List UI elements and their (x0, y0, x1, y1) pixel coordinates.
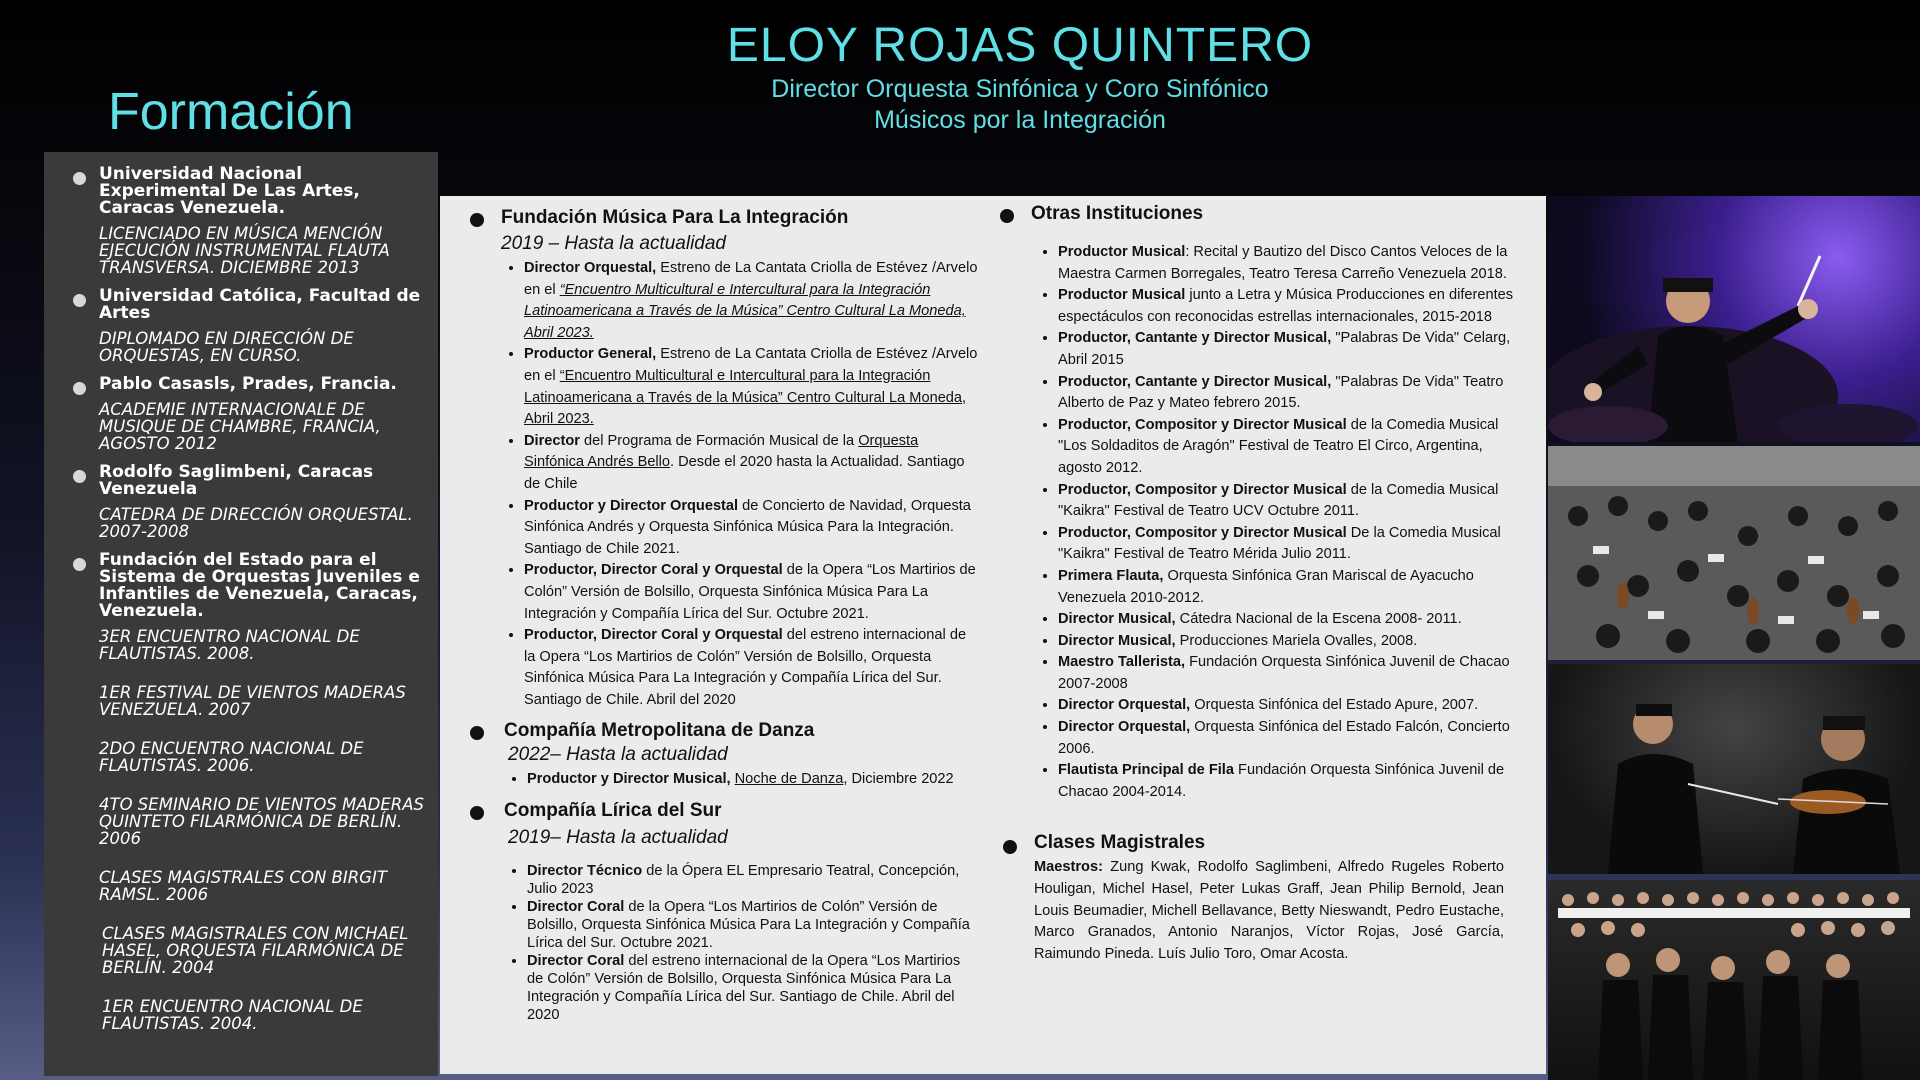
education-institution: Rodolfo Saglimbeni, Caracas Venezuela (99, 462, 374, 499)
list-item: • Primera Flauta, Orquesta Sinfónica Gran Mariscal de Ayacucho Venezuela 2010-2012. (1058, 566, 1514, 609)
education-item (56, 464, 426, 540)
education-institution: Universidad Católica, Facultad de Artes (99, 286, 421, 323)
bullet-icon (73, 172, 86, 185)
education-extra: 1ER FESTIVAL DE VIENTOS MADERAS VENEZUELA. 2007 (99, 683, 406, 719)
list-item: • Productor General, Estreno de La Cantata Criolla de Estévez /Arvelo en el “Encuentro Multicultural e Intercultural para la Integración Latinoamericana a Través de la Música” Centro Cultural La Moneda, Abril 2023. (524, 344, 980, 430)
section-otras-instituciones (984, 202, 1546, 803)
formacion-title: Formación (108, 83, 354, 141)
section-list (454, 769, 980, 791)
education-extra: 4TO SEMINARIO DE VIENTOS MADERAS QUINTETO FILARMÓNICA DE BERLÍN. 2006 (99, 795, 424, 848)
bullet-icon (73, 382, 86, 395)
section-period: 2019– Hasta la actualidad (508, 827, 728, 849)
education-description: 3ER ENCUENTRO NACIONAL DE FLAUTISTAS. 2008. (99, 627, 360, 663)
education-institution: Pablo Casasls, Prades, Francia. (99, 374, 397, 394)
list-item: • Director Orquestal, Estreno de La Cantata Criolla de Estévez /Arvelo en el “Encuentro Multicultural e Intercultural para la Integración Latinoamericana a Través de la Música” Centro Cultural La Moneda, Abril 2023. (524, 258, 980, 344)
list-item: • Director Orquestal, Orquesta Sinfónica del Estado Falcón, Concierto 2006. (1058, 717, 1514, 760)
bullet-icon (1000, 209, 1014, 223)
list-item: • Director Musical, Producciones Mariela Ovalles, 2008. (1058, 631, 1514, 653)
education-description: LICENCIADO EN MÚSICA MENCIÓN EJECUCIÓN INSTRUMENTAL FLAUTA TRANSVERSA. DICIEMBRE 2013 (99, 224, 390, 277)
education-description: ACADEMIE INTERNACIONALE DE MUSIQUE DE CHAMBRE, FRANCIA, AGOSTO 2012 (99, 400, 381, 453)
education-institution: Universidad Nacional Experimental De Las Artes, Caracas Venezuela. (99, 164, 360, 218)
list-item: • Productor, Director Coral y Orquestal de la Opera “Los Martirios de Colón” Versión de Bolsillo, Orquesta Sinfónica Música Para La Integración y Compañía Lírica del Sur. Octubre 2021. (524, 560, 980, 625)
subtitle-1: Director Orquesta Sinfónica y Coro Sinfónico (771, 75, 1269, 103)
maestros-list: Zung Kwak, Rodolfo Saglimbeni, Alfredo Rugeles Roberto Houligan, Michel Hasel, Peter Lukas Graff, Jean Philip Bernold, Jean Louis Beumadier, Michell Bellavance, Betty Nieswandt, Pedro Eustache, Marco Granados, Antonio Naranjos, Víctor Rojas, José García, Raimundo Pineda. Luís Julio Toro, Omar Acosta. (1034, 859, 1504, 962)
section-title: Otras Instituciones (1031, 203, 1204, 224)
list-item: • Productor, Compositor y Director Musical De la Comedia Musical "Kaikra" Festival de Teatro Mérida Julio 2011. (1058, 523, 1514, 566)
list-item: • Productor Musical junto a Letra y Música Producciones en diferentes espectáculos con reconocidas estrellas internacionales, 2015-2018 (1058, 285, 1514, 328)
photo-orchestra (1548, 446, 1920, 660)
list-item: • Director Coral de la Opera “Los Martirios de Colón” Versión de Bolsillo, Orquesta Sinfónica Música Para La Integración y Compañía Lírica del Sur. Octubre 2021. (527, 898, 980, 952)
section-compania-danza (454, 719, 980, 791)
list-item: • Productor, Director Coral y Orquestal del estreno internacional de la Opera “Los Martirios de Colón” Versión de Bolsillo, Orquesta Sinfónica Música Para La Integración y Compañía Lírica del Sur. Santiago de Chile. Abril del 2020 (524, 625, 980, 711)
formacion-panel (44, 152, 438, 1076)
experience-column-left (440, 196, 980, 1032)
list-item: • Maestro Tallerista, Fundación Orquesta Sinfónica Juvenil de Chacao 2007-2008 (1058, 652, 1514, 695)
education-institution: Fundación del Estado para el Sistema de Orquestas Juveniles e Infantiles de Venezuela, Caracas, Venezuela. (99, 550, 420, 621)
photo-choir (1548, 880, 1920, 1080)
section-list (454, 258, 980, 711)
list-item: • Flautista Principal de Fila Fundación Orquesta Sinfónica Juvenil de Chacao 2004-2014. (1058, 760, 1514, 803)
photo-conductor (1548, 196, 1920, 442)
list-item: • Productor, Compositor y Director Musical de la Comedia Musical "Los Soldaditos de Aragón" Festival de Teatro El Circo, Argentina, agosto 2012. (1058, 415, 1514, 480)
section-list (984, 242, 1514, 803)
education-description: CATEDRA DE DIRECCIÓN ORQUESTAL. 2007-2008 (99, 505, 413, 541)
list-item: • Productor y Director Orquestal de Concierto de Navidad, Orquesta Sinfónica Andrés y Orquesta Sinfónica Música Para la Integración. Santiago de Chile 2021. (524, 496, 980, 561)
bullet-icon (470, 806, 484, 820)
experience-column-right (984, 196, 1546, 973)
list-item: • Productor, Compositor y Director Musical de la Comedia Musical "Kaikra" Festival de Teatro UCV Octubre 2011. (1058, 480, 1514, 523)
header (700, 18, 1340, 136)
list-item: • Productor Musical: Recital y Bautizo del Disco Cantos Veloces de la Maestra Carmen Borregales, Teatro Teresa Carreño Venezuela 2018. (1058, 242, 1514, 285)
list-item: • Director Coral del estreno internacional de la Opera “Los Martirios de Colón” Versión de Bolsillo, Orquesta Sinfónica Música Para La Integración y Compañía Lírica del Sur. Santiago de Chile. Abril del 2020 (527, 952, 980, 1024)
education-item (56, 166, 426, 276)
bullet-icon (73, 294, 86, 307)
education-extra: 2DO ENCUENTRO NACIONAL DE FLAUTISTAS. 2006. (99, 739, 364, 775)
list-item: • Director Orquestal, Orquesta Sinfónica del Estado Apure, 2007. (1058, 695, 1514, 717)
section-title: Fundación Música Para La Integración (501, 207, 849, 228)
experience-panel (440, 196, 1546, 1074)
section-title: Compañía Lírica del Sur (504, 800, 722, 822)
section-period: 2019 – Hasta la actualidad (501, 233, 726, 254)
section-fundacion-musica (454, 206, 980, 711)
photo-column (1548, 196, 1920, 1080)
bullet-icon (1003, 840, 1017, 854)
education-description: DIPLOMADO EN DIRECCIÓN DE ORQUESTAS, EN CURSO. (99, 329, 354, 365)
education-item (56, 376, 426, 452)
photo-violinist (1548, 664, 1920, 874)
subtitle-2: Músicos por la Integración (874, 106, 1166, 134)
section-title: Compañía Metropolitana de Danza (504, 720, 815, 742)
name-title: ELOY ROJAS QUINTERO (726, 19, 1314, 72)
education-extra: CLASES MAGISTRALES CON MICHAEL HASEL, ORQUESTA FILARMÓNICA DE BERLÍN. 2004 (102, 924, 409, 977)
education-extra: CLASES MAGISTRALES CON BIRGIT RAMSL. 2006 (99, 868, 387, 904)
list-item: • Productor, Cantante y Director Musical, "Palabras De Vida" Celarg, Abril 2015 (1058, 328, 1514, 371)
list-item: • Productor y Director Musical, Noche de Danza, Diciembre 2022 (527, 769, 980, 791)
bullet-icon (470, 213, 484, 227)
maestros-text (1034, 857, 1504, 965)
bullet-icon (73, 470, 86, 483)
bullet-icon (73, 558, 86, 571)
section-clases-magistrales (984, 831, 1546, 965)
section-title: Clases Magistrales (1034, 832, 1206, 854)
list-item: • Director del Programa de Formación Musical de la Orquesta Sinfónica Andrés Bello. Desde el 2020 hasta la Actualidad. Santiago de Chile (524, 431, 980, 496)
education-extra: 1ER ENCUENTRO NACIONAL DE FLAUTISTAS. 2004. (102, 997, 363, 1033)
section-list (454, 862, 980, 1024)
education-item (56, 552, 426, 662)
section-compania-lirica (454, 799, 980, 1024)
maestros-label: Maestros: (1034, 859, 1103, 876)
list-item: • Director Técnico de la Ópera EL Empresario Teatral, Concepción, Julio 2023 (527, 862, 980, 898)
bullet-icon (470, 726, 484, 740)
list-item: • Director Musical, Cátedra Nacional de la Escena 2008- 2011. (1058, 609, 1514, 631)
section-period: 2022– Hasta la actualidad (508, 744, 728, 766)
education-item (56, 288, 426, 364)
list-item: • Productor, Cantante y Director Musical, "Palabras De Vida" Teatro Alberto de Paz y Mateo febrero 2015. (1058, 372, 1514, 415)
